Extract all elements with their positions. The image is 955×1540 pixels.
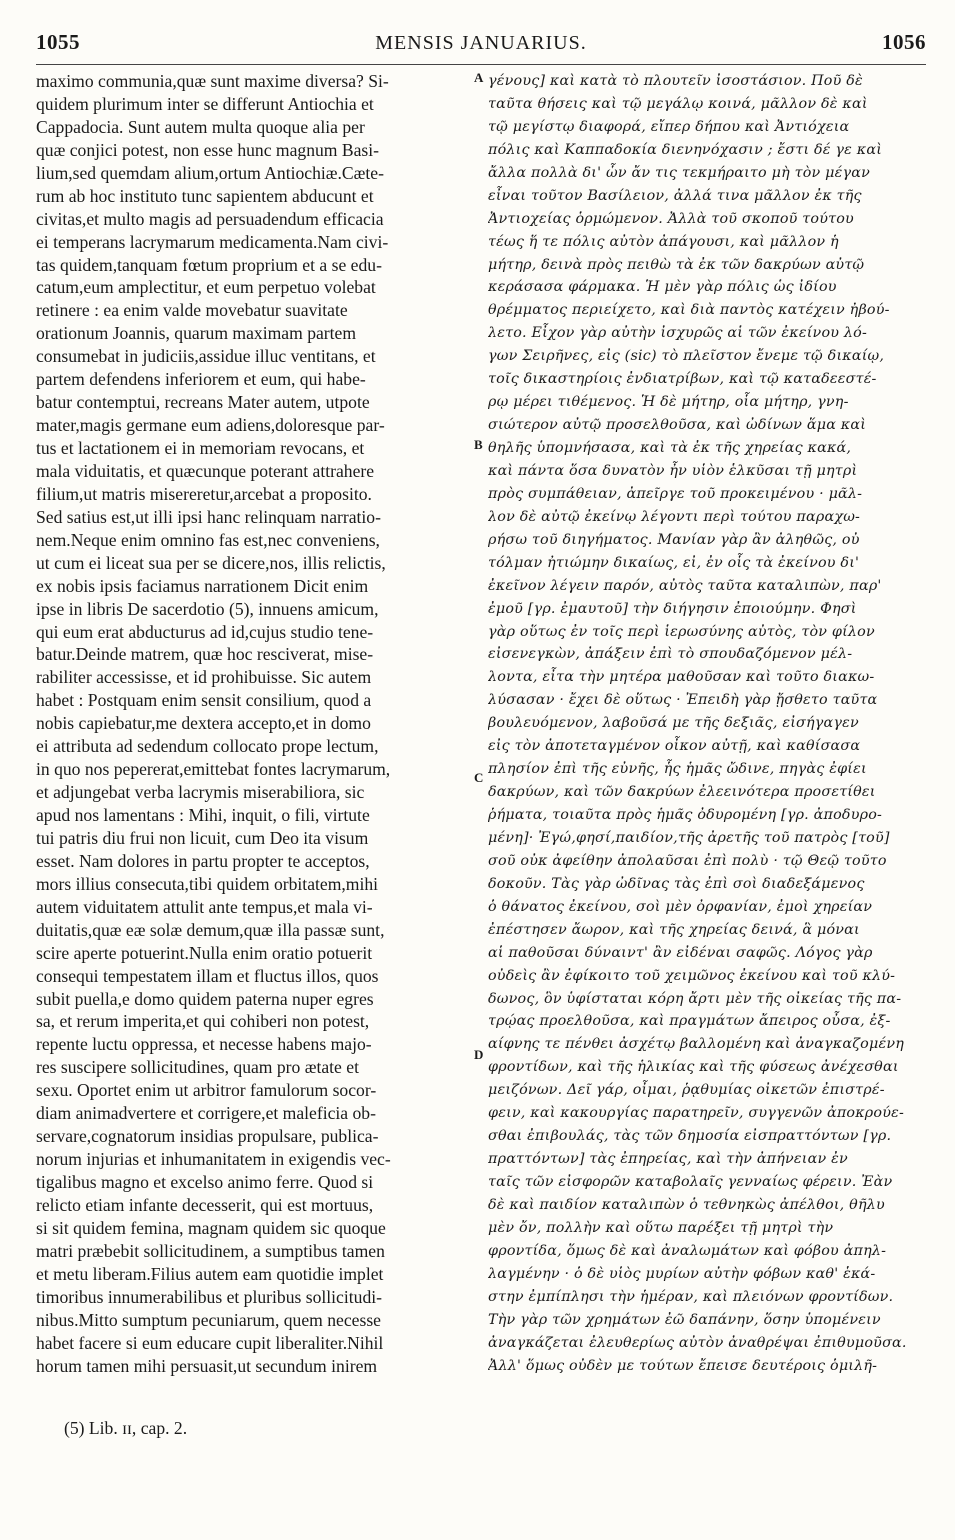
page-header [36, 30, 926, 60]
greek-text-line: λύσασαν · ἔχει δὲ οὕτως · Ἐπειδὴ γὰρ ᾔσθετο ταῦτα [488, 692, 878, 709]
latin-text-line: filium,ut matris misereretur,arcebat a proposito. [36, 483, 372, 504]
latin-text-line: mors illius consecuta,tibi quidem orbitatem,mihi [36, 873, 379, 894]
latin-text-line: quæ conjici potest, non esse hunc magnum Basi- [36, 139, 380, 160]
latin-text-line: res suscipere sollicitudines, quam pro ætate et [36, 1057, 359, 1078]
latin-text-line: rabiliter accessisse, et id prohibuisse. Sic autem [36, 667, 372, 688]
greek-text-line: τοῖς δικαστηρίοις ἐνδιατρίβων, καὶ τῷ καταδεεστέ- [488, 371, 877, 388]
greek-text-line: ἐκεῖνον λέγειν παρόν, αὐτὸς ταῦτα καταλιπὼν, παρ' [488, 577, 882, 594]
latin-text-line: matri præbebit sollicitudinem, a sumptibus tamen [36, 1240, 385, 1261]
greek-text-line: γὰρ οὕτως ἐν τοῖς περὶ ἱερωσύνης αὐτὸς, τὸν φίλον [488, 623, 875, 640]
latin-text-line: mala viduitatis, et quæcunque poterant attrahere [36, 460, 375, 481]
latin-text-line: relicto etiam infante decesserit, qui est mortuus, [36, 1194, 374, 1215]
greek-text-line: ταῦτα θήσεις καὶ τῷ μεγάλῳ κοινά, μᾶλλον δὲ καὶ [488, 95, 868, 112]
greek-text-line: θηλῆς ὑπομνήσασα, καὶ τὰ ἐκ τῆς χηρείας κακά, [488, 440, 852, 456]
greek-text-line: γένους] καὶ κατὰ τὸ πλουτεῖν ἰσοστάσιον. Ποῦ δὲ [488, 73, 863, 89]
latin-text-line: sexu. Oportet enim ut arbitror famulorum socor- [36, 1080, 377, 1101]
greek-text-line: αίφνης τε πένθει ἀσχέτῳ βαλλομένη καὶ ἀναγκαζομένη [488, 1036, 905, 1053]
latin-text-line: autem viduitatem attulit ante tempus,et mala vi- [36, 896, 373, 917]
page-number-right: 1056 [882, 30, 926, 54]
section-marker-c: C [474, 770, 484, 785]
section-marker-b: B [474, 437, 483, 452]
greek-text-line: ἐμοῦ [γρ. ἐμαυτοῦ] τὴν διήγησιν ἐποιούμην. Φησὶ [488, 600, 857, 617]
latin-text-line: et metu liberam.Filius autem eam quotidie implet [36, 1263, 384, 1284]
greek-text-line: ρήσω τοῦ διηγήματος. Μανίαν γὰρ ἂν ἀληθῶς, οὐ [488, 531, 860, 548]
section-marker-d: D [474, 1047, 484, 1062]
latin-text-line: ipse in libris De sacerdotio (5), innuens amicum, [36, 598, 379, 619]
greek-text-line: Ἀλλ' ὅμως οὐδὲν με τούτων ἔπεισε δευτέροις ὁμιλῆ- [488, 1357, 878, 1374]
greek-text-line: δωνος, ὃν ὑφίσταται κόρη ἄρτι μὲν τῆς οἰκείας τῆς πα- [488, 990, 902, 1007]
latin-text-line: habet facere si eum educare cupit liberaliter.Nihil [36, 1332, 384, 1353]
latin-text-line: repente luctu oppressa, et necesse habens majo- [36, 1034, 372, 1055]
latin-text-line: apud nos lamentans : Mihi, inquit, o fili, virtute [36, 805, 370, 825]
greek-text-line: αἱ παθοῦσαι δύναιντ' ἂν εἰδέναι σαφῶς. Λόγος γὰρ [488, 944, 873, 961]
latin-text-line: consumebat in judiciis,assidue illuc ventitans, et [36, 346, 376, 367]
greek-text-line: θρέμματος περιείχετο, καὶ διὰ παντὸς κατέχειν ἠβού- [488, 302, 890, 319]
latin-text-line: rum ab hoc instituto tunc sapientem abducunt et [36, 185, 374, 206]
greek-text-line: ταῖς τῶν εἰσφορῶν καταβολαῖς γενναίως φέρειν. Ἐὰν [488, 1174, 893, 1190]
greek-text-line: τρῴας προελθοῦσα, καὶ πραγμάτων ἄπειρος οὖσα, ἐξ- [488, 1013, 891, 1030]
latin-text-line: norum injurias et inhumanitatem in exigendis vec- [36, 1149, 391, 1170]
latin-text-line: partem defendens inferiorem et eum, qui habe- [36, 369, 366, 390]
greek-text-line: ρῳ μέρει τιθέμενος. Ἡ δὲ μήτηρ, οἷα μήτηρ, γνη- [488, 394, 849, 411]
latin-text-line: quidem plurimum inter se differunt Antiochia et [36, 93, 374, 114]
greek-text-line: βουλευόμενον, λαβοῦσά με τῆς δεξιᾶς, εἰσήγαγεν [488, 715, 859, 732]
latin-text-line: tus et lactationem ei in memoriam revocans, et [36, 438, 365, 458]
greek-text-line: φροντίδων, καὶ τῆς ἡλικίας καὶ τῆς φύσεως ἀνέχεσθαι [488, 1059, 899, 1076]
section-marker-a: A [474, 70, 484, 85]
latin-text-line: consequi tempestatem illam et fluctus illos, quos [36, 965, 379, 986]
running-title: MENSIS JANUARIUS. [375, 32, 587, 54]
greek-text-line: πόλις καὶ Καππαδοκία διενηνόχασιν ; ἔστι δέ γε καὶ [488, 141, 883, 158]
greek-text-line: δοκοῦν. Τὰς γὰρ ὠδῖνας τὰς ἐπὶ σοὶ διαδεξάμενος [488, 875, 865, 892]
header-rule [36, 64, 926, 65]
latin-text-line: horum tamen mihi persuasit,ut secundum inirem [36, 1355, 378, 1376]
greek-text-line: λοντα, εἶτα τὴν μητέρα μαθοῦσαν καὶ τοῦτο διακω- [488, 669, 875, 686]
latin-text-line: servare,cognatorum insidias propulsare, publica- [36, 1126, 379, 1147]
greek-text-line: εἰς τὸν ἀποτεταγμένον οἶκον αὐτῇ, καὶ καθίσασα [488, 738, 861, 755]
latin-text-line: maximo communia,quæ sunt maxime diversa? Si- [36, 71, 389, 91]
greek-text-line: δακρύων, καὶ τῶν δακρύων ἐλεεινότερα προσετίθει [488, 784, 876, 801]
latin-text-line: retinere : ea enim valde movebatur suavitate [36, 300, 348, 321]
greek-text-line: δὲ καὶ παιδίον καταλιπὼν ὁ τεθνηκὼς ἀπέλθοι, θῆλυ [488, 1196, 885, 1213]
greek-text-line: ἀναγκάζεται ἐλευθερίως αὐτὸν ἀναθρέψαι ἐπιθυμοῦσα. [488, 1334, 907, 1351]
greek-text-line: οὐδεὶς ἂν ἐφίκοιτο τοῦ χειμῶνος ἐκείνου καὶ τοῦ κλύ- [488, 967, 896, 984]
latin-text-line: orationum Joannis, quarum maximam partem [36, 323, 357, 344]
greek-text-line: εἶναι τοῦτον Βασίλειον, ἀλλά τινα μᾶλλον ἐκ τῆς [488, 187, 862, 204]
greek-text-line: μένη]· Ἐγώ,φησί,παιδίον,τῆς ἀρετῆς τοῦ πατρὸς [τοῦ] [488, 829, 890, 846]
latin-text-line: sa, et rerum imperita,et qui cohiberi non potest, [36, 1011, 370, 1032]
latin-text-line: tui patris diu frui non licuit, cum Deo ita visum [36, 827, 369, 848]
greek-text-line: πλησίον ἐπὶ τῆς εὐνῆς, ἧς ἡμᾶς ὤδινε, πηγὰς ἐφίει [488, 761, 867, 778]
greek-text-line: ἐπέστησεν ἄωρον, καὶ τῆς χηρείας δεινά, ἃ μόναι [488, 921, 860, 938]
footnote: (5) Lib. ɪɪ, cap. 2. [64, 1418, 188, 1438]
latin-text-line: batur contemptui, recreans Mater autem, utpote [36, 392, 370, 413]
greek-text-line: μήτηρ, δεινὰ πρὸς πειθὼ τὰ ἐκ τῶν δακρύων αὐτῷ [488, 256, 865, 273]
greek-text-line: καὶ πάντα ὅσα δυνατὸν ἦν υἱὸν ἑλκῦσαι τῇ μητρὶ [488, 462, 858, 479]
latin-text-line: nibus.Mitto sumptum pecuniarum, quem necesse [36, 1309, 381, 1330]
greek-column [488, 70, 926, 1377]
latin-text-line: diam animadvertere et corrigere,et maleficia ob- [36, 1103, 376, 1124]
latin-text-line: batur.Deinde matrem, quæ hoc resciverat, mise- [36, 644, 374, 665]
latin-text-line: Cappadocia. Sunt autem multa quoque alia per [36, 116, 365, 137]
greek-text-line: κεράσασα φάρμακα. Ἡ μὲν γὰρ πόλις ὡς ἰδίου [488, 279, 837, 296]
greek-text-line: λον δὲ αὐτῷ ἐκείνῳ λέγοντι περὶ τούτου παραχω- [488, 508, 861, 525]
latin-text-line: Sed satius est,ut illi ipsi hanc relinquam narratio- [36, 506, 381, 527]
greek-text-line: Ἀντιοχείας ὁρμώμενον. Ἀλλὰ τοῦ σκοποῦ τούτου [488, 210, 854, 227]
greek-text-line: λαγμένην · ὁ δὲ υἱὸς μυρίων αὐτὴν φόβων καθ' ἑκά- [488, 1265, 876, 1282]
latin-text-line: esset. Nam dolores in partu propter te acceptos, [36, 850, 370, 871]
greek-text-line: τόλμαν ἠτιώμην δικαίως, εἰ, ἐν οἷς τὰ ἐκείνου δι' [488, 554, 860, 571]
greek-text-line: σθαι ἐπιβουλάς, τὰς τῶν δημοσία εἰσπραττόντων [γρ. [488, 1128, 892, 1145]
greek-text-line: φροντίδα, ὅμως δὲ καὶ ἀναλωμάτων καὶ φόβου ἀπηλ- [488, 1242, 887, 1259]
latin-text-line: duitatis,quæ eæ solæ demum,quæ illa passæ sunt, [36, 919, 385, 940]
greek-text-line: τέως ἥ τε πόλις αὐτὸν ἀπάγουσι, καὶ μᾶλλον ἡ [488, 233, 839, 250]
greek-text-line: εἰσενεγκὼν, ἀπάξειν ἐπὶ τὸ σπουδαζόμενον μέλ- [488, 646, 853, 663]
latin-text-line: habet : Postquam enim sensit consilium, quod a [36, 690, 372, 711]
greek-text-line: τῷ μεγίστῳ διαφορά, εἴπερ δήπου καὶ Ἀντιόχεια [488, 118, 850, 135]
latin-text-line: mater,magis germane eum adiens,doloresque par- [36, 415, 385, 436]
latin-text-line: et adjungebat verba lacrymis miserabiliora, sic [36, 782, 365, 803]
latin-text-line: tigalibus magno et excelso animo ferre. Quod si [36, 1172, 374, 1192]
greek-text-line: λετο. Εἶχον γὰρ αὐτὴν ἰσχυρῶς αἱ τῶν ἐκείνου λό- [488, 325, 867, 342]
greek-text-line: ῥήματα, τοιαῦτα πρὸς ἡμᾶς ὀδυρομένη [γρ. ἀποδυρο- [488, 807, 883, 823]
greek-text-line: Τὴν γὰρ τῶν χρημάτων ἐῶ δαπάνην, ὅσην ὑπομένειν [488, 1311, 881, 1328]
latin-text-line: ei temperans lacrymarum medicamenta.Nam civi- [36, 231, 389, 252]
page-number-left: 1055 [36, 30, 80, 54]
latin-text-line: lium,sed quemdam alium,ortum Antiochiæ.Cæte- [36, 162, 384, 183]
latin-text-line: civitas,et multo magis ad persuadendum efficacia [36, 208, 384, 229]
greek-text-line: πρὸς συμπάθειαν, ἀπεῖργε τοῦ προκειμένου · μᾶλ- [488, 485, 863, 502]
greek-text-line: ὁ θάνατος ἐκείνου, σοὶ μὲν ὀρφανίαν, ἐμοὶ χηρείαν [488, 898, 873, 915]
latin-text-line: nem.Neque enim omnino fas est,nec conveniens, [36, 529, 380, 550]
latin-text-line: ut cum ei liceat sua per se dicere,nos, illis relictis, [36, 552, 386, 573]
latin-text-line: in quo nos pepererat,emittebat fontes lacrymarum, [36, 759, 391, 780]
latin-text-line: ex nobis ipsis faciamus narrationem Dicit enim [36, 575, 369, 596]
latin-column [36, 70, 472, 1377]
greek-text-line: φειν, καὶ κακουργίας παρατηρεῖν, συγγενῶν ἀποκρούε- [488, 1105, 904, 1122]
greek-text-line: ἄλλα πολλὰ δι' ὧν ἄν τις τεκμήραιτο μὴ τὸν μέγαν [488, 164, 870, 181]
greek-text-line: σοῦ οὐκ ἀφείθην ἀπολαῦσαι ἐπὶ πολὺ · τῷ Θεῷ τοῦτο [488, 852, 887, 869]
latin-text-line: subit puella,e domo quidem paterna nuper egres [36, 988, 374, 1009]
greek-text-line: σιώτερον αὐτῷ προσελθοῦσα, καὶ ὠδίνων ἅμα καὶ [488, 417, 867, 434]
greek-text-line: μὲν ὄν, πολλὴν καὶ οὕτω παρέξει τῇ μητρὶ τὴν [488, 1219, 834, 1236]
greek-text-line: μειζόνων. Δεῖ γάρ, οἶμαι, ῥᾳθυμίας οἰκετῶν ἐπιστρέ- [488, 1082, 885, 1099]
latin-text-line: catum,eum amplectitur, et eum perpetuo volebat [36, 277, 376, 298]
latin-text-line: si sit quidem femina, magnam quidem sic quoque [36, 1217, 386, 1238]
latin-text-line: ei attributa ad sedendum collocato prope lectum, [36, 736, 379, 757]
greek-text-line: πραττόντων] τὰς ἐπηρείας, καὶ τὴν ἀπήνειαν ἐν [488, 1151, 848, 1168]
latin-text-line: nobis capiebatur,me dextera accepto,et in domo [36, 713, 371, 734]
latin-text-line: scire aperte potuerint.Nulla enim oratio potuerit [36, 942, 373, 963]
greek-text-line: γων Σειρῆνες, εἰς (sic) τὸ πλεῖστον ἔνεμε τῷ δικαίῳ, [488, 348, 885, 365]
latin-text-line: timoribus innumerabilibus et pluribus sollicitudi- [36, 1286, 382, 1307]
latin-text-line: tas quidem,tanquam fœtum proprium et a se edu- [36, 254, 382, 275]
latin-text-line: qui eum erat abducturus ad id,cujus studio tene- [36, 621, 374, 642]
greek-text-line: στην ἐμπίπλησι τὴν ἡμέραν, καὶ πλειόνων φροντίδων. [488, 1288, 894, 1305]
